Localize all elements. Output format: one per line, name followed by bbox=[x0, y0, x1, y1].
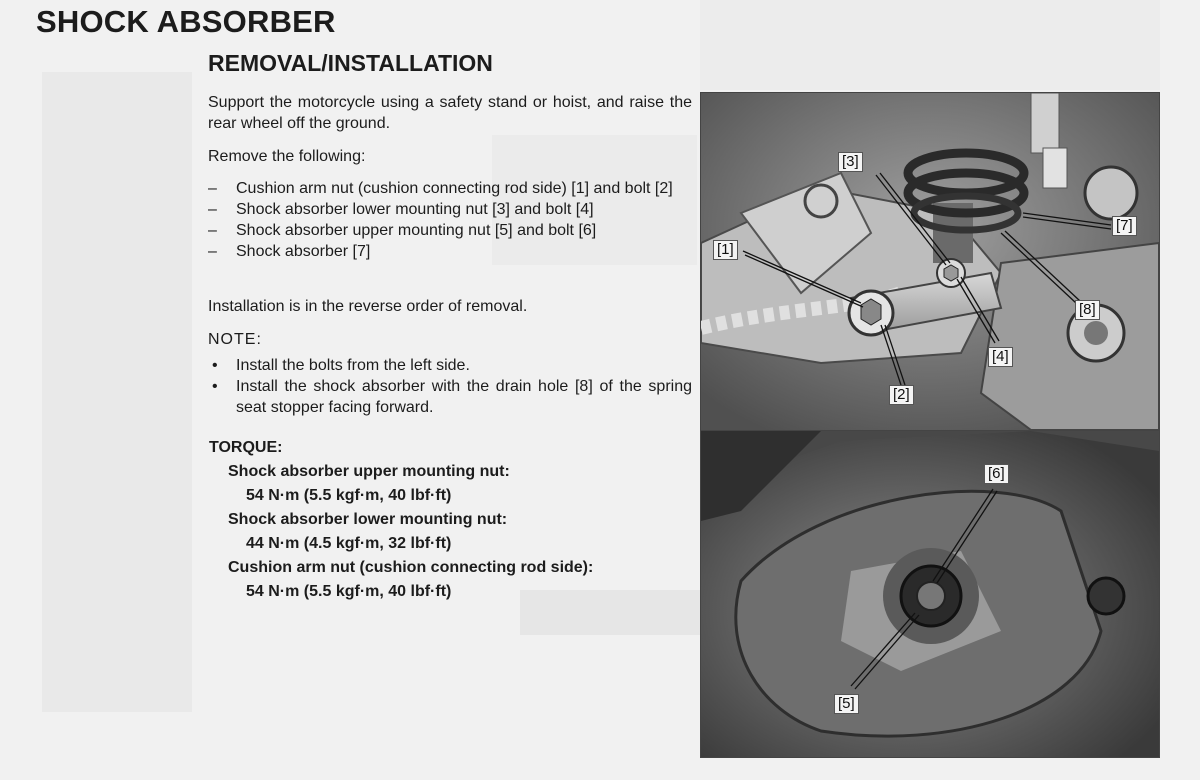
torque-value: 54 N·m (5.5 kgf·m, 40 lbf·ft) bbox=[246, 487, 452, 504]
callout-label: [6] bbox=[984, 464, 1009, 484]
torque-name: Shock absorber upper mounting nut: bbox=[228, 463, 510, 480]
list-item-text: Shock absorber lower mounting nut [3] and bolt [4] bbox=[236, 201, 594, 218]
callout-label: [1] bbox=[713, 240, 738, 260]
photo-shock-lower-mount bbox=[700, 92, 1160, 431]
callout-label: [3] bbox=[838, 152, 863, 172]
remove-heading: Remove the following: bbox=[208, 148, 366, 165]
dot-bullet: • bbox=[212, 378, 218, 395]
note-label: NOTE: bbox=[208, 331, 262, 348]
list-item-text: Shock absorber [7] bbox=[236, 243, 371, 260]
dot-bullet: • bbox=[212, 357, 218, 374]
list-item bbox=[208, 241, 692, 262]
bleed-through-shadow bbox=[700, 0, 1160, 90]
list-item-text: Install the shock absorber with the drain hole [8] of the spring seat stopper facing forward. bbox=[236, 378, 692, 416]
photo-shock-upper-mount bbox=[700, 430, 1160, 758]
photo-shock-lower-mount-art bbox=[701, 93, 1159, 430]
callout-label: [8] bbox=[1075, 300, 1100, 320]
list-item bbox=[208, 376, 692, 418]
torque-name: Cushion arm nut (cushion connecting rod side): bbox=[228, 559, 594, 576]
intro-paragraph: Support the motorcycle using a safety stand or hoist, and raise the rear wheel off the ground. bbox=[208, 94, 692, 132]
list-item-text: Shock absorber upper mounting nut [5] and bolt [6] bbox=[236, 222, 597, 239]
callout-label: [5] bbox=[834, 694, 859, 714]
list-item bbox=[208, 178, 692, 199]
torque-value: 44 N·m (4.5 kgf·m, 32 lbf·ft) bbox=[246, 535, 452, 552]
section-title: REMOVAL/INSTALLATION bbox=[208, 50, 493, 76]
list-item bbox=[208, 355, 692, 376]
torque-value: 54 N·m (5.5 kgf·m, 40 lbf·ft) bbox=[246, 583, 452, 600]
removal-list bbox=[208, 178, 692, 262]
torque-label: TORQUE: bbox=[209, 439, 283, 456]
note-list bbox=[208, 355, 692, 418]
photo-shock-upper-mount-art bbox=[701, 431, 1159, 757]
list-item bbox=[208, 220, 692, 241]
dash-bullet: – bbox=[208, 243, 217, 260]
dash-bullet: – bbox=[208, 222, 217, 239]
page-title: SHOCK ABSORBER bbox=[36, 4, 336, 39]
torque-name: Shock absorber lower mounting nut: bbox=[228, 511, 508, 528]
dash-bullet: – bbox=[208, 180, 217, 197]
bleed-through-shadow bbox=[42, 72, 192, 712]
callout-label: [2] bbox=[889, 385, 914, 405]
list-item-text: Cushion arm nut (cushion connecting rod side) [1] and bolt [2] bbox=[236, 180, 673, 197]
callout-label: [7] bbox=[1112, 216, 1137, 236]
install-note: Installation is in the reverse order of removal. bbox=[208, 298, 528, 315]
dash-bullet: – bbox=[208, 201, 217, 218]
list-item bbox=[208, 199, 692, 220]
list-item-text: Install the bolts from the left side. bbox=[236, 357, 470, 374]
bleed-through-shadow bbox=[520, 590, 700, 635]
callout-label: [4] bbox=[988, 347, 1013, 367]
